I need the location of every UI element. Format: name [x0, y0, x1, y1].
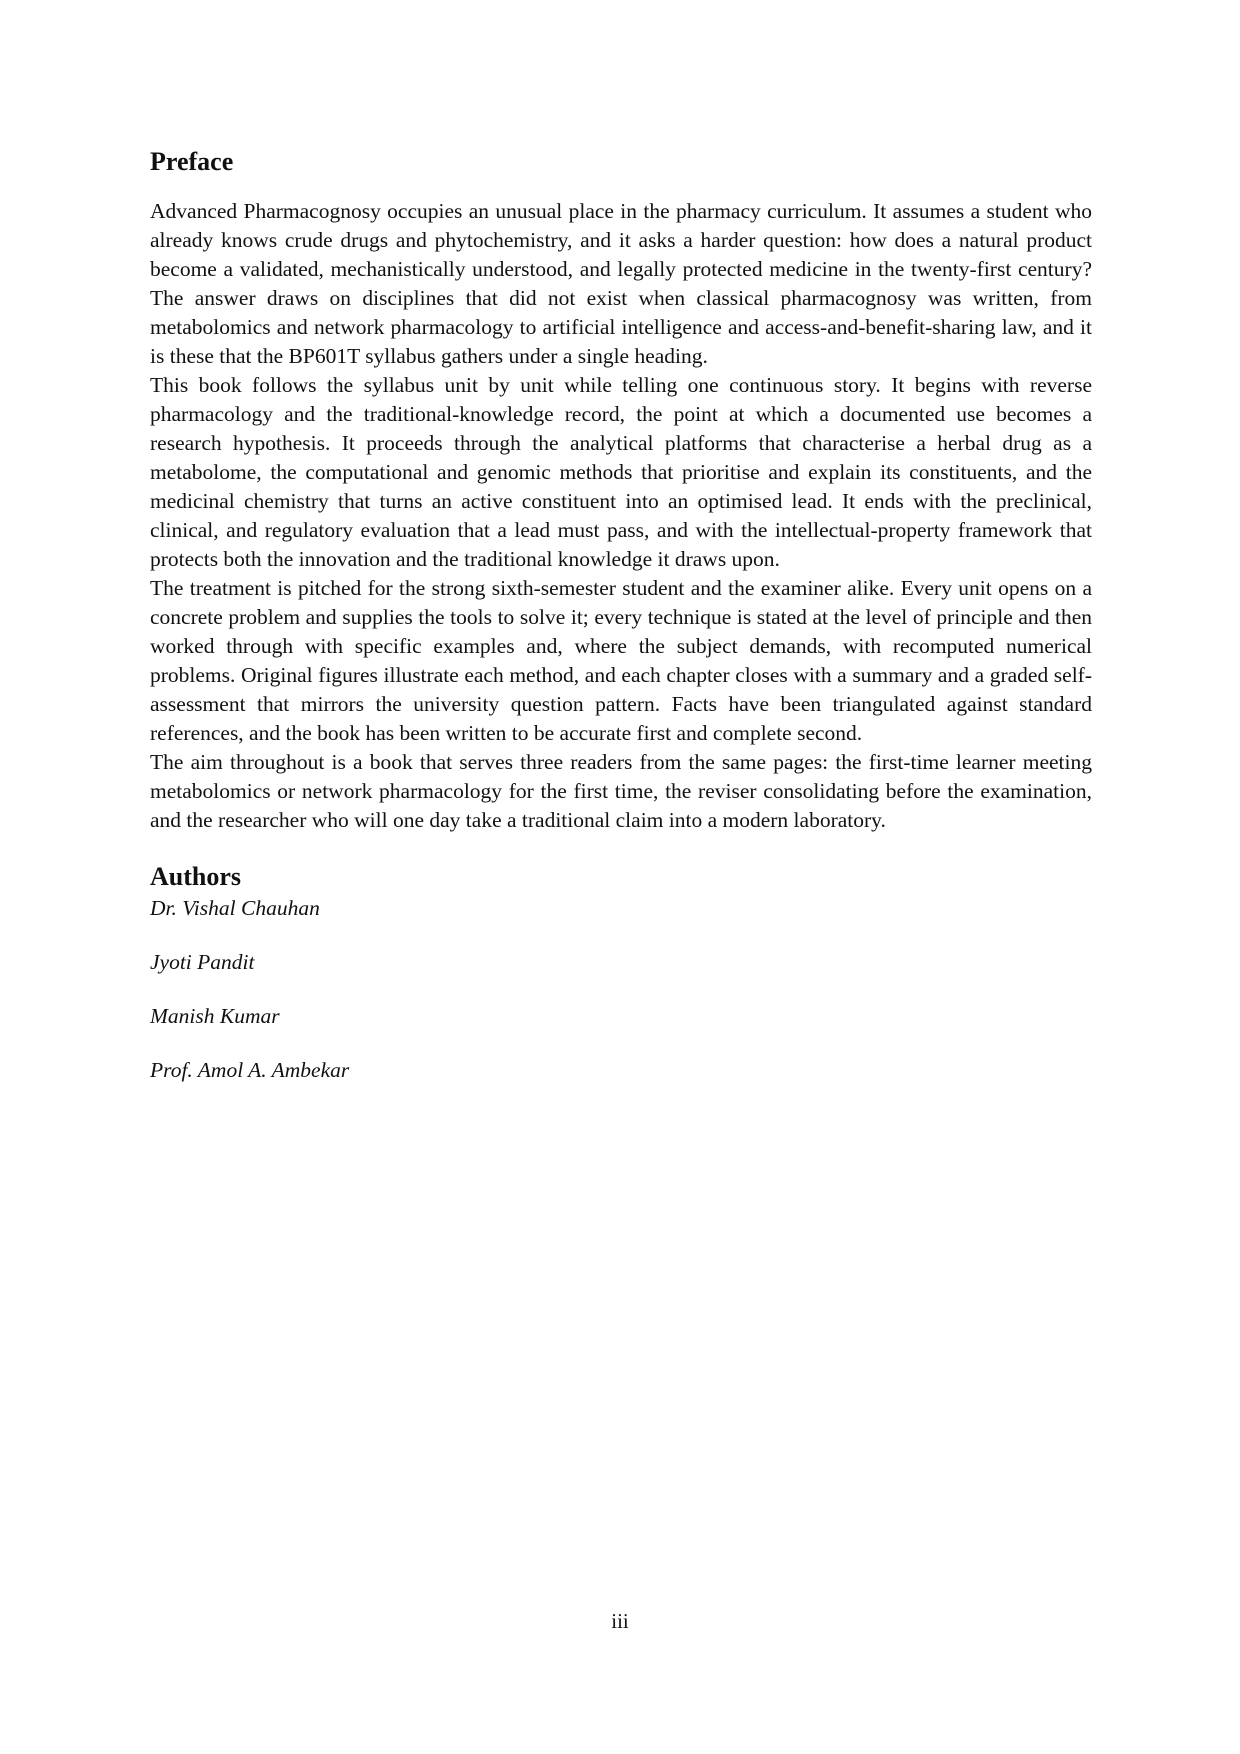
- preface-heading: Preface: [150, 147, 234, 176]
- author-name: Dr. Vishal Chauhan: [150, 896, 320, 921]
- author-name: Manish Kumar: [150, 1004, 280, 1029]
- preface-paragraph: The treatment is pitched for the strong sixth-semester student and the examiner alike. Every unit opens on a concrete problem and supplies the tools to solve it; every technique is stated at the level of principle and then worked through with specific examples and, where the subject demands, with recomputed numerical problems. Original figures illustrate each method, and each chapter closes with a summary and a graded self-assessment that mirrors the university question pattern. Facts have been triangulated against standard references, and the book has been written to be accurate first and complete second.: [150, 576, 1092, 746]
- author-name: Prof. Amol A. Ambekar: [150, 1058, 350, 1083]
- authors-heading: Authors: [150, 862, 242, 892]
- document-page: [150, 146, 1092, 1110]
- preface-paragraph: Advanced Pharmacognosy occupies an unusual place in the pharmacy curriculum. It assumes a student who already knows crude drugs and phytochemistry, and it asks a harder question: how does a natural product become a validated, mechanistically understood, and legally protected medicine in the twenty-first century? The answer draws on disciplines that did not exist when classical pharmacognosy was written, from metabolomics and network pharmacology to artificial intelligence and access-and-benefit-sharing law, and it is these that the BP601T syllabus gathers under a single heading.: [150, 199, 1092, 369]
- author-name: Jyoti Pandit: [150, 950, 255, 975]
- preface-paragraph: The aim throughout is a book that serves three readers from the same pages: the first-time learner meeting metabolomics or network pharmacology for the first time, the reviser consolidating before the examination, and the researcher who will one day take a traditional claim into a modern laboratory.: [150, 750, 1092, 833]
- page-number: iii: [611, 1609, 629, 1633]
- preface-paragraph: This book follows the syllabus unit by unit while telling one continuous story. It begins with reverse pharmacology and the traditional-knowledge record, the point at which a documented use becomes a research hypothesis. It proceeds through the analytical platforms that characterise a herbal drug as a metabolome, the computational and genomic methods that prioritise and explain its constituents, and the medicinal chemistry that turns an active constituent into an optimised lead. It ends with the preclinical, clinical, and regulatory evaluation that a lead must pass, and with the intellectual-property framework that protects both the innovation and the traditional knowledge it draws upon.: [150, 373, 1092, 572]
